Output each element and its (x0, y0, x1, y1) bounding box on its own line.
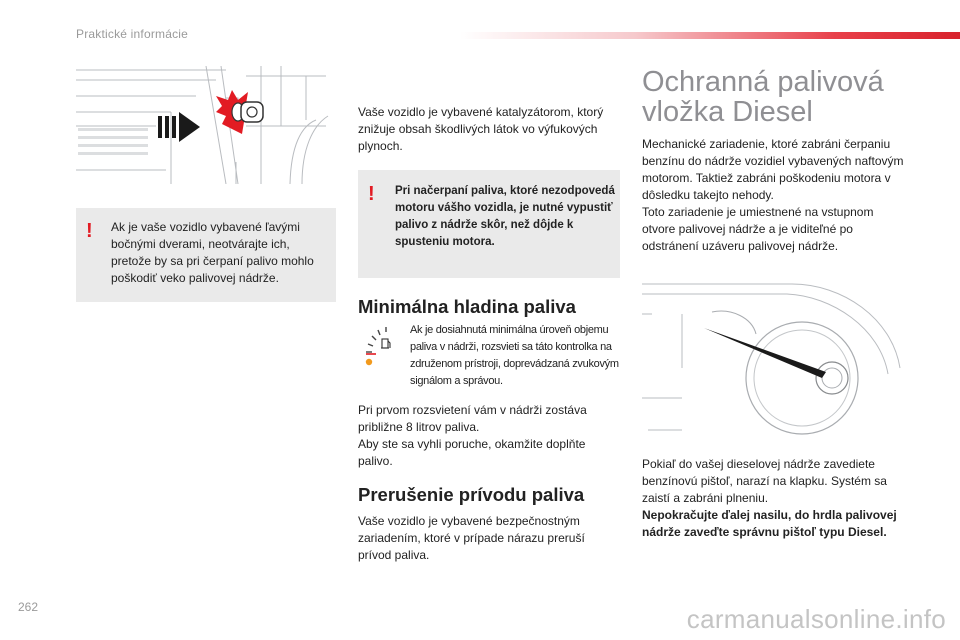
warning-icon: ! (368, 183, 375, 205)
diesel-title-line-2: vložka Diesel (642, 96, 813, 128)
min-fuel-paragraph-1: Pri prvom rozsvietení vám v nádrži zostáva približne 8 litrov paliva. (358, 403, 587, 434)
section-title: Praktické informácie (76, 27, 189, 41)
diesel-outro-bold-paragraph: Nepokračujte ďalej nasilu, do hrdla palivovej nádrže zaveďte správnu pištoľ typu Diesel. (642, 508, 897, 539)
fuel-cutoff-paragraph: Vaše vozidlo je vybavené bezpečnostným zariadením, ktoré v prípade nárazu preruší prívod paliva. (358, 514, 585, 562)
fuel-gauge-icon (362, 324, 398, 368)
van-fuel-filler-illustration (76, 66, 336, 184)
heading-min-fuel-level: Minimálna hladina paliva (358, 296, 576, 317)
catalyst-paragraph: Vaše vozidlo je vybavené katalyzátorom, ktorý znižuje obsah škodlivých látok vo výfukových plynoch. (358, 105, 604, 153)
fuel-pump-icon (381, 339, 390, 348)
diesel-outro-paragraph: Pokiaľ do vašej dieselovej nádrže zavediete benzínovú pištoľ, narazí na klapku. Systém sa zaistí a zabráni plneniu. (642, 457, 887, 505)
warning-icon: ! (86, 220, 93, 242)
min-fuel-warning-lamp-note: Ak je dosiahnutá minimálna úroveň objemu paliva v nádrži, rozsvieti sa táto kontrolka na združenom prístroji, doprevádzaná zvukovým signálom a správou. (410, 324, 619, 387)
watermark: carmanualsonline.info (686, 604, 946, 634)
heading-fuel-cutoff: Prerušenie prívodu paliva (358, 484, 585, 505)
warning-text-side-doors: Ak je vaše vozidlo vybavené ľavými bočnými dverami, neotvárajte ich, pretože by sa pri čerpaní palivo mohlo poškodiť veko palivovej nádrže. (111, 220, 314, 285)
page-number: 262 (18, 600, 39, 614)
diesel-intro-paragraph-1: Mechanické zariadenie, ktoré zabráni čerpaniu benzínu do nádrže vozidiel vybavených naftovým motorom. Taktiež zabráni poškodeniu motora v dôsledku takejto nehody. (642, 137, 904, 202)
min-fuel-paragraph-2: Aby ste sa vyhli poruche, okamžite doplňte palivo. (358, 437, 586, 468)
warning-box-wrong-fuel (358, 170, 620, 278)
warning-text-wrong-fuel: Pri načerpaní paliva, ktoré nezodpovedá motoru vášho vozidla, je nutné vypustiť palivo z nádrže skôr, než dôjde k spusteniu motora. (395, 185, 615, 248)
diesel-filler-neck-illustration (642, 278, 904, 438)
warning-box-side-doors (76, 208, 336, 302)
diesel-title-line-1: Ochranná palivová (642, 66, 884, 98)
header-accent-bar (460, 32, 960, 39)
diesel-intro-paragraph-2: Toto zariadenie je umiestnené na vstupnom otvore palivovej nádrže a je viditeľné po odstránení uzáveru palivovej nádrže. (642, 205, 874, 253)
